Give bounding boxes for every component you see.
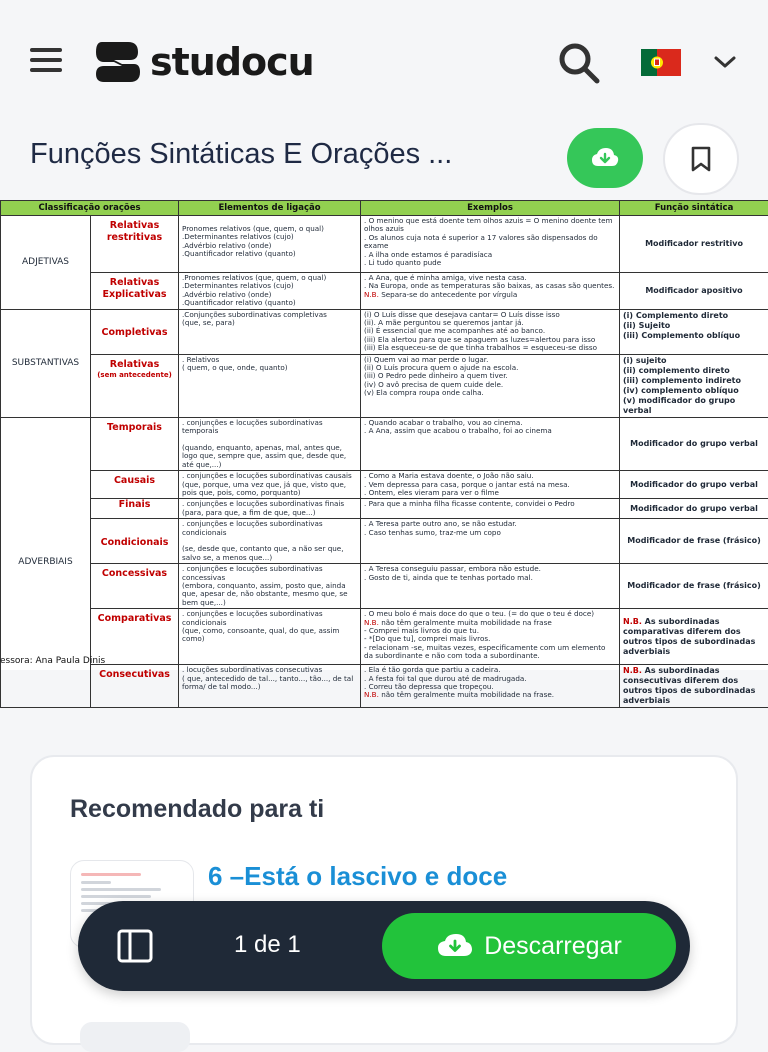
examples-cell: . Quando acabar o trabalho, vou ao cinema. . A Ana, assim que acabou o trabalho, foi ao cinema xyxy=(361,417,620,470)
download-label: Descarregar xyxy=(484,932,622,961)
examples-cell: (i) Quem vai ao mar perde o lugar. (ii) O Luís procura quem o ajude na escola. (iii) O Pedro pede dinheiro a quem tiver. (iv) O avô precisa de quem cuide dele. (v) Ela compra roupa onde calha. xyxy=(361,354,620,417)
examples-cell: (i) O Luís disse que desejava cantar= O Luís disse isso (ii). A mãe perguntou se queremos jantar já. (ii) É essencial que me acompanhes até ao banco. (iii) Ela alertou para que se apaguem as luzes=alertou para isso (iii) Ela esqueceu-se de que tinha trabalhos = esqueceu-se disso xyxy=(361,309,620,354)
table-row xyxy=(1,499,768,519)
table-row xyxy=(1,564,768,609)
table-row xyxy=(1,609,768,665)
elements-cell: . conjunções e locuções subordinativas condicionais (se, desde que, contanto que, a não ser que, salvo se, a menos que...) xyxy=(179,519,361,564)
function-cell: Modificador apositivo xyxy=(620,273,768,310)
function-cell: (i) Complemento direto (ii) Sujeito (iii) Complemento oblíquo xyxy=(620,309,768,354)
subtype-label: Completivas xyxy=(91,309,179,354)
group-label: ADJETIVAS xyxy=(1,216,91,310)
table-header-cell: Exemplos xyxy=(361,201,620,216)
elements-cell: . conjunções e locuções subordinativas temporais (quando, enquanto, apenas, mal, antes que, logo que, sempre que, assim que, desde que, até que,...) xyxy=(179,417,361,470)
studocu-logo[interactable] xyxy=(92,36,314,88)
portugal-flag-icon[interactable] xyxy=(641,49,681,76)
studocu-logo-icon xyxy=(92,36,144,88)
examples-cell: . A Teresa parte outro ano, se não estudar. . Caso tenhas sumo, traz-me um copo xyxy=(361,519,620,564)
table-row xyxy=(1,471,768,499)
function-cell: Modificador de frase (frásico) xyxy=(620,519,768,564)
recommended-title: Recomendado para ti xyxy=(70,795,324,824)
sidebar-icon[interactable] xyxy=(116,928,154,964)
function-cell: Modificador do grupo verbal xyxy=(620,499,768,519)
subtype-label: Temporais xyxy=(91,417,179,470)
examples-cell: . O menino que está doente tem olhos azuis = O menino doente tem olhos azuis . Os alunos cuja nota é superior a 17 valores são dispensados do exame . A ilha onde estamos é paradisíaca . Li tudo quanto pude xyxy=(361,216,620,273)
subtype-label: Comparativas xyxy=(91,609,179,665)
elements-cell: . conjunções e locuções subordinativas finais (para, para que, a fim de que, que...) xyxy=(179,499,361,519)
title-row xyxy=(0,120,768,200)
function-cell: N.B. As subordinadas comparativas diferem dos outros tipos de subordinadas adverbiais xyxy=(620,609,768,665)
author-note: essora: Ana Paula Dinis xyxy=(0,656,105,666)
document-preview[interactable] xyxy=(0,200,768,670)
table-header-cell: Função sintática xyxy=(620,201,768,216)
function-cell: (i) sujeito (ii) complemento direto (iii) complemento indireto (iv) complemento oblíquo (v) modificador do grupo verbal xyxy=(620,354,768,417)
page-indicator: 1 de 1 xyxy=(234,931,301,959)
table-row xyxy=(1,309,768,354)
table-row xyxy=(1,216,768,273)
examples-cell: . Ela é tão gorda que partiu a cadeira. . A festa foi tal que durou até de madrugada. . Correu tão depressa que tropeçou. N.B. não têm geralmente muita mobilidade na frase. xyxy=(361,665,620,708)
subtype-label: Causais xyxy=(91,471,179,499)
table-row xyxy=(1,519,768,564)
search-icon[interactable] xyxy=(556,40,602,86)
elements-cell: . conjunções e locuções subordinativas condicionais (que, como, consoante, qual, do que, assim como) xyxy=(179,609,361,665)
download-button[interactable] xyxy=(567,128,643,188)
document-title: Funções Sintáticas E Orações ... xyxy=(30,138,452,171)
cloud-download-icon xyxy=(590,146,620,170)
elements-cell: Pronomes relativos (que, quem, o qual) .Determinantes relativos (cujo) .Advérbio relativo (onde) .Quantificador relativo (quanto) xyxy=(179,216,361,273)
elements-cell: . locuções subordinativas consecutivas ( que, antecedido de tal..., tanto..., tão..., de tal forma/ de tal modo...) xyxy=(179,665,361,708)
elements-cell: .Pronomes relativos (que, quem, o qual) .Determinantes relativos (cujo) .Advérbio relativo (onde) .Quantificador relativo (quanto) xyxy=(179,273,361,310)
recommended-item-link[interactable]: 6 –Está o lascivo e doce xyxy=(208,861,507,892)
menu-icon[interactable] xyxy=(28,42,64,78)
table-row xyxy=(1,354,768,417)
recommended-card xyxy=(30,755,738,1045)
function-cell: Modificador de frase (frásico) xyxy=(620,564,768,609)
function-cell: Modificador do grupo verbal xyxy=(620,471,768,499)
elements-cell: .Conjunções subordinativas completivas (que, se, para) xyxy=(179,309,361,354)
group-label: SUBSTANTIVAS xyxy=(1,309,91,417)
elements-cell: . Relativos ( quem, o que, onde, quanto) xyxy=(179,354,361,417)
examples-cell: . O meu bolo é mais doce do que o teu. (= do que o teu é doce) N.B. não têm geralmente muita mobilidade na frase - Comprei mais livros do que tu. - *[Do que tu], comprei mais livros. - relacionam -se, muitas vezes, especificamente com um elemento da subordinante e não com toda a subordinante. xyxy=(361,609,620,665)
bookmark-icon xyxy=(690,146,712,172)
table-header-cell: Classificação orações xyxy=(1,201,179,216)
examples-cell: . A Teresa conseguiu passar, embora não estude. . Gosto de ti, ainda que te tenhas portado mal. xyxy=(361,564,620,609)
elements-cell: . conjunções e locuções subordinativas concessivas (embora, conquanto, assim, posto que, ainda que, apesar de, não obstante, mesmo que, se bem que,...) xyxy=(179,564,361,609)
function-cell: N.B. As subordinadas consecutivas diferem dos outros tipos de subordinadas adverbiais xyxy=(620,665,768,708)
subtype-label: Relativas Explicativas xyxy=(91,273,179,310)
subtype-label: Consecutivas xyxy=(91,665,179,708)
cloud-download-icon xyxy=(436,932,474,960)
chevron-down-icon[interactable] xyxy=(712,52,738,72)
table-row xyxy=(1,273,768,310)
download-main-button[interactable] xyxy=(382,913,676,979)
subtype-label: Relativas (sem antecedente) xyxy=(91,354,179,417)
subtype-label: Concessivas xyxy=(91,564,179,609)
subtype-label: Finais xyxy=(91,499,179,519)
table-row xyxy=(1,417,768,470)
top-bar xyxy=(0,0,768,120)
recommended-thumbnail[interactable] xyxy=(80,1022,190,1052)
function-cell: Modificador do grupo verbal xyxy=(620,417,768,470)
bottom-action-bar xyxy=(78,901,690,991)
elements-cell: . conjunções e locuções subordinativas causais (que, porque, uma vez que, já que, visto que, pois que, pois, como, porquanto) xyxy=(179,471,361,499)
subtype-label: Relativas restritivas xyxy=(91,216,179,273)
table-header-cell: Elementos de ligação xyxy=(179,201,361,216)
table-header-row xyxy=(1,201,768,216)
syntax-table xyxy=(0,200,768,708)
examples-cell: . A Ana, que é minha amiga, vive nesta casa. . Na Europa, onde as temperaturas são baixas, as casas são quentes. N.B. Separa-se do antecedente por vírgula xyxy=(361,273,620,310)
table-row xyxy=(1,665,768,708)
logo-text: studocu xyxy=(150,40,314,84)
bookmark-button[interactable] xyxy=(663,123,739,195)
group-label: ADVERBIAIS xyxy=(1,417,91,708)
subtype-label: Condicionais xyxy=(91,519,179,564)
function-cell: Modificador restritivo xyxy=(620,216,768,273)
examples-cell: . Como a Maria estava doente, o João não saiu. . Vem depressa para casa, porque o jantar está na mesa. . Ontem, eles vieram para ver o filme xyxy=(361,471,620,499)
examples-cell: . Para que a minha filha ficasse contente, convidei o Pedro xyxy=(361,499,620,519)
